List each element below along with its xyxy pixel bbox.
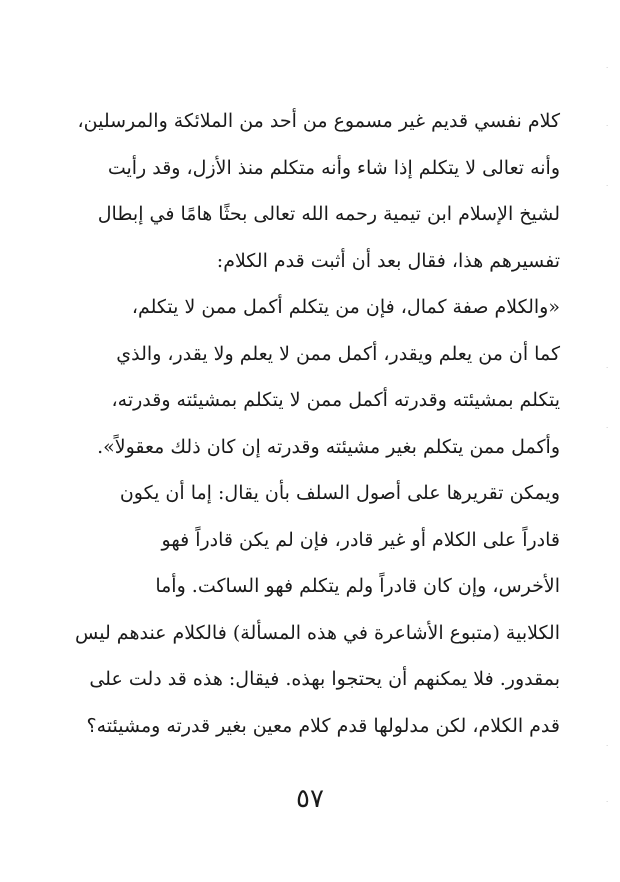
line: وأكمل ممن يتكلم بغير مشيئته وقدرته إن كان ذلك معقولاً». [97, 435, 560, 458]
paragraph-1 [52, 98, 560, 284]
line: وأنه تعالى لا يتكلم إذا شاء وأنه متكلم منذ الأزل، وقد رأيت [107, 156, 560, 179]
scan-speck: · [606, 122, 609, 130]
line: ويمكن تقريرها على أصول السلف بأن يقال: إما أن يكون [119, 482, 560, 504]
line: لشيخ الإسلام ابن تيمية رحمه الله تعالى بحثًا هامًا في إبطال [97, 203, 560, 225]
line: «والكلام صفة كمال، فإن من يتكلم أكمل ممن لا يتكلم، [131, 296, 560, 318]
line: كلام نفسي قديم غير مسموع من أحد من الملائكة والمرسلين، [77, 110, 560, 132]
line: الأخرس، وإن كان قادراً ولم يتكلم فهو الساكت. وأما [155, 575, 560, 597]
paragraph-2-quote [52, 284, 560, 470]
line: الكلابية (متبوع الأشاعرة في هذه المسألة) فالكلام عندهم ليس [75, 621, 560, 644]
line: بمقدور. فلا يمكنهم أن يحتجوا بهذه. فيقال: هذه قد دلت على [89, 668, 560, 690]
line: يتكلم بمشيئته وقدرته أكمل ممن لا يتكلم بمشيئته وقدرته، [111, 389, 560, 411]
body-text [52, 98, 560, 749]
line: تفسيرهم هذا، فقال بعد أن أثبت قدم الكلام: [216, 249, 560, 272]
scan-speck: · [606, 742, 609, 750]
line: كما أن من يعلم ويقدر، أكمل ممن لا يعلم ولا يقدر، والذي [116, 342, 560, 365]
scan-speck: · [606, 64, 609, 72]
paragraph-3 [52, 470, 560, 749]
scan-speck: · [606, 182, 609, 190]
scan-speck: · [606, 798, 609, 806]
line: قدم الكلام، لكن مدلولها قدم كلام معين بغير قدرته ومشيئته؟ [86, 714, 560, 737]
scan-speck: · [606, 424, 609, 432]
scan-speck: · [606, 364, 609, 372]
line: قادراً على الكلام أو غير قادر، فإن لم يكن قادراً فهو [161, 528, 560, 551]
page-number: ٥٧ [296, 784, 324, 814]
